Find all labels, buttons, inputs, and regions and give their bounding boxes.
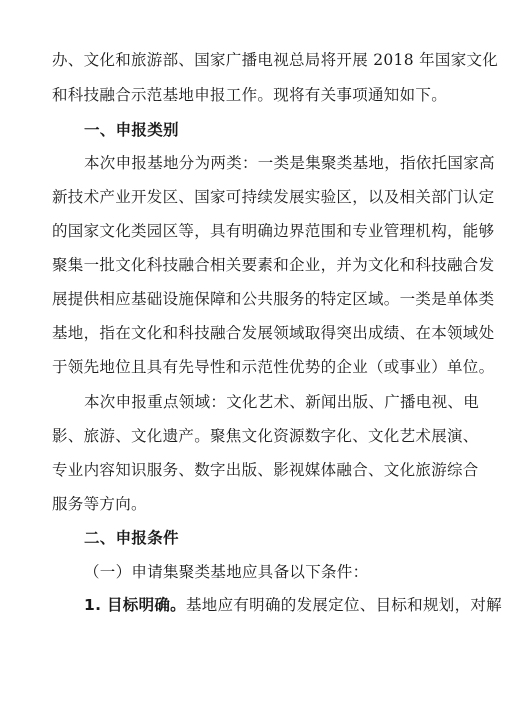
item-text: 基地应有明确的发展定位、目标和规划，对解 [185,596,502,614]
body-text-line: 基地，指在文化和科技融合发展领域取得突出成绩、在本领域处 [52,324,495,342]
body-text-line: 影、旅游、文化遗产。聚焦文化资源数字化、文化艺术展演、 [52,427,479,445]
section-heading-conditions: 二、申报条件 [84,529,179,547]
body-text-line: 聚集一批文化科技融合相关要素和企业，并为文化和科技融合发 [52,256,495,274]
body-text-line: 于领先地位且具有先导性和示范性优势的企业（或事业）单位。 [52,358,495,376]
item-paragraph-first-line [84,594,502,616]
body-text-line: 的国家文化类园区等，具有明确边界范围和专业管理机构，能够 [52,222,495,240]
body-text-line: 新技术产业开发区、国家可持续发展实验区，以及相关部门认定 [52,188,495,206]
body-text-line: 办、文化和旅游部、国家广播电视总局将开展 2018 年国家文化 [52,51,499,69]
item-title: 1. 目标明确。 [84,596,186,614]
subsection-heading: （一）申请集聚类基地应具备以下条件： [84,563,369,581]
section-heading-categories: 一、申报类别 [84,121,179,139]
body-text-line: 服务等方向。 [52,495,147,513]
body-text-line: 本次申报重点领域：文化艺术、新闻出版、广播电视、电 [84,393,480,411]
body-text-line: 专业内容知识服务、数字出版、影视媒体融合、文化旅游综合 [52,461,479,479]
body-text-line: 本次申报基地分为两类：一类是集聚类基地，指依托国家高 [84,154,495,172]
body-text-line: 和科技融合示范基地申报工作。现将有关事项通知如下。 [52,86,448,104]
body-text-line: 展提供相应基础设施保障和公共服务的特定区域。一类是单体类 [52,290,495,308]
